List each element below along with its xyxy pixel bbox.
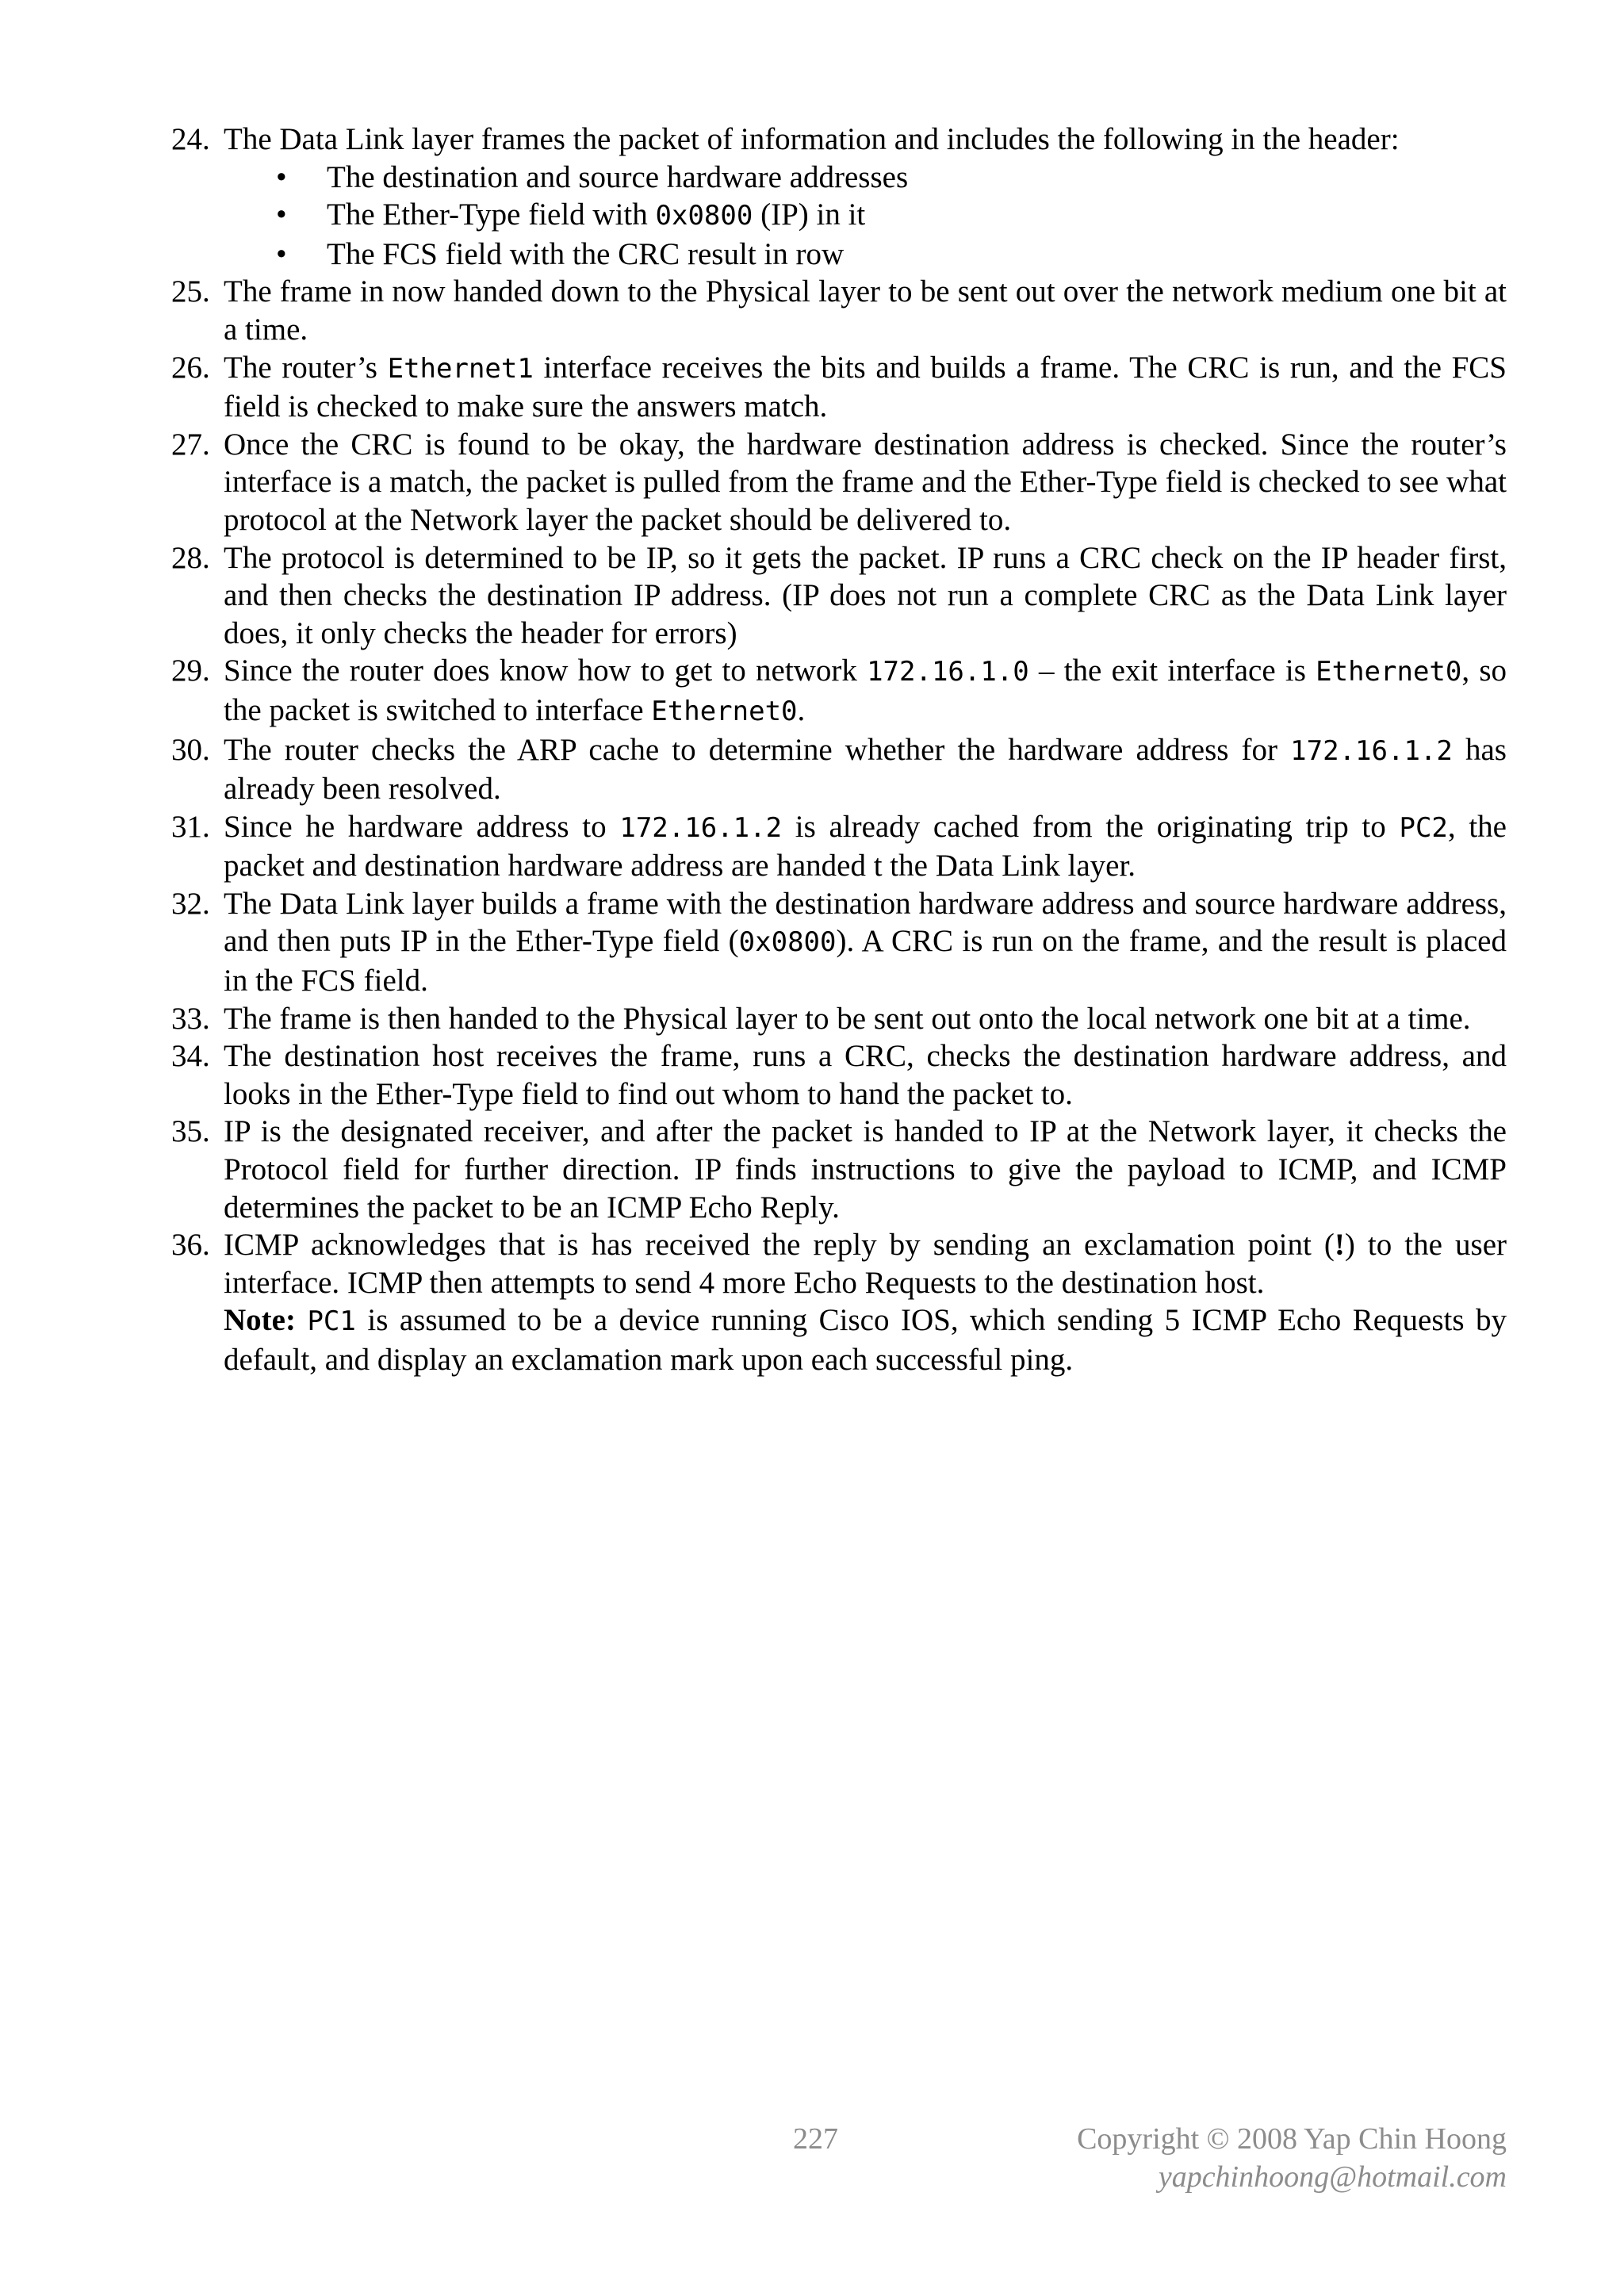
text-run: The Data Link layer builds a frame with the destination hardware address and source hardware address, and then puts IP in the Ether-Type field ( <box>224 886 1507 959</box>
step-text <box>224 273 1507 348</box>
step-item <box>171 121 1507 273</box>
text-run: IP is the designated receiver, and after the packet is handed to IP at the Network layer, it checks the Protocol field for further direction. IP finds instructions to give the payload to ICMP, and ICMP determines the packet to be an ICMP Echo Reply. <box>224 1114 1507 1225</box>
text-run: ). A CRC is run on the frame, and the result is placed in the FCS field. <box>224 924 1507 999</box>
step-item <box>171 349 1507 426</box>
bullet-icon: • <box>276 197 287 232</box>
step-item <box>171 1000 1507 1038</box>
text-run: Since the router does know how to get to network <box>224 654 868 688</box>
step-number: 28. <box>171 540 210 575</box>
text-run: , so the packet is switched to interface <box>224 654 1507 727</box>
code-text: 172.16.1.2 <box>619 811 783 844</box>
text-run: The router’s <box>224 350 388 385</box>
text-run: The frame in now handed down to the Physical layer to be sent out over the network medium one bit at a time. <box>224 274 1507 347</box>
copyright-notice: Copyright © 2008 Yap Chin Hoong <box>1077 2122 1507 2156</box>
step-text <box>224 349 1507 426</box>
text-run: – the exit interface is <box>1028 654 1316 688</box>
step-text <box>224 731 1507 808</box>
step-text <box>224 1000 1507 1038</box>
step-number: 26. <box>171 350 210 385</box>
text-run: interface receives the bits and builds a frame. The CRC is run, and the FCS field is checked to make sure the answers match. <box>224 350 1507 424</box>
step-text <box>224 1113 1507 1226</box>
note-paragraph <box>224 1301 1507 1378</box>
code-text: 0x0800 <box>655 200 753 232</box>
step-number: 29. <box>171 654 210 688</box>
text-run: The destination host receives the frame, runs a CRC, checks the destination hardware address, and looks in the Ether-Type field to find out whom to hand the packet to. <box>224 1039 1507 1111</box>
text-run: The frame is then handed to the Physical layer to be sent out onto the local network one bit at a time. <box>224 1001 1471 1036</box>
code-text: PC2 <box>1399 811 1448 844</box>
text-run: (IP) in it <box>753 197 866 232</box>
step-number: 24. <box>171 122 210 156</box>
text-run: is already cached from the originating trip to <box>782 809 1400 844</box>
text-run: has already been resolved. <box>224 732 1507 807</box>
step-text <box>224 652 1507 730</box>
step-number: 34. <box>171 1039 210 1074</box>
step-item <box>171 808 1507 885</box>
step-text <box>224 808 1507 885</box>
bold-text: ! <box>1334 1228 1345 1263</box>
step-number: 35. <box>171 1114 210 1149</box>
step-text <box>224 121 1507 159</box>
text-run: The protocol is determined to be IP, so it gets the packet. IP runs a CRC check on the IP header first, and then checks the destination IP address. (IP does not run a complete CRC as the Data Link layer does, it only checks the header for errors) <box>224 540 1507 650</box>
numbered-steps-list <box>171 121 1507 1379</box>
text-run: The destination and source hardware addresses <box>327 159 909 194</box>
step-number: 25. <box>171 274 210 309</box>
code-text: 172.16.1.2 <box>1290 734 1453 767</box>
step-number: 33. <box>171 1001 210 1036</box>
code-text: 172.16.1.0 <box>867 656 1029 688</box>
step-item <box>171 731 1507 808</box>
text-run: The router checks the ARP cache to determine whether the hardware address for <box>224 732 1291 767</box>
text-run: . <box>797 692 806 727</box>
step-text <box>224 1037 1507 1113</box>
step-text <box>224 539 1507 653</box>
text-run: Once the CRC is found to be okay, the hardware destination address is checked. Since the router’s interface is a match, the packet is pulled from the frame and the Ether-Type field is checked to see what protocol at the Network layer the packet should be delivered to. <box>224 427 1507 537</box>
text-run: ) to the user interface. ICMP then attempts to send 4 more Echo Requests to the destination host. <box>224 1228 1507 1300</box>
step-number: 36. <box>171 1228 210 1263</box>
bullet-item <box>224 196 1507 236</box>
step-item <box>171 1226 1507 1378</box>
step-item <box>171 1037 1507 1113</box>
step-number: 32. <box>171 886 210 921</box>
step-number: 31. <box>171 809 210 844</box>
step-number: 27. <box>171 427 210 462</box>
code-text: Ethernet0 <box>651 695 798 727</box>
step-item <box>171 273 1507 348</box>
code-text: 0x0800 <box>738 926 837 959</box>
step-text <box>224 885 1507 1000</box>
step-item <box>171 652 1507 730</box>
author-email: yapchinhoong@hotmail.com <box>1158 2160 1507 2194</box>
bullet-item <box>224 159 1507 197</box>
text-run: ICMP acknowledges that is has received the reply by sending an exclamation point ( <box>224 1228 1335 1263</box>
code-text: PC1 <box>307 1305 356 1338</box>
step-text <box>224 1226 1507 1301</box>
bullet-list <box>224 159 1507 274</box>
bullet-item <box>224 236 1507 274</box>
step-number: 30. <box>171 732 210 767</box>
text-run: , the packet and destination hardware address are handed t the Data Link layer. <box>224 809 1507 884</box>
page-number: 227 <box>793 2122 838 2156</box>
text-run: Since he hardware address to <box>224 809 620 844</box>
step-text <box>224 426 1507 539</box>
step-item <box>171 539 1507 653</box>
code-text: Ethernet1 <box>387 352 534 385</box>
text-run: The Data Link layer frames the packet of information and includes the following in the header: <box>224 122 1400 156</box>
step-item <box>171 885 1507 1000</box>
text-run: The FCS field with the CRC result in row <box>327 236 845 271</box>
bullet-icon: • <box>276 159 287 194</box>
text-run: The Ether-Type field with <box>327 197 656 232</box>
bold-text: Note: <box>224 1303 296 1338</box>
text-run <box>296 1303 308 1337</box>
text-run: is assumed to be a device running Cisco IOS, which sending 5 ICMP Echo Requests by default, and display an exclamation mark upon each successful ping. <box>224 1303 1507 1377</box>
bullet-icon: • <box>276 236 287 271</box>
code-text: Ethernet0 <box>1316 656 1462 688</box>
step-item <box>171 1113 1507 1226</box>
step-item <box>171 426 1507 539</box>
